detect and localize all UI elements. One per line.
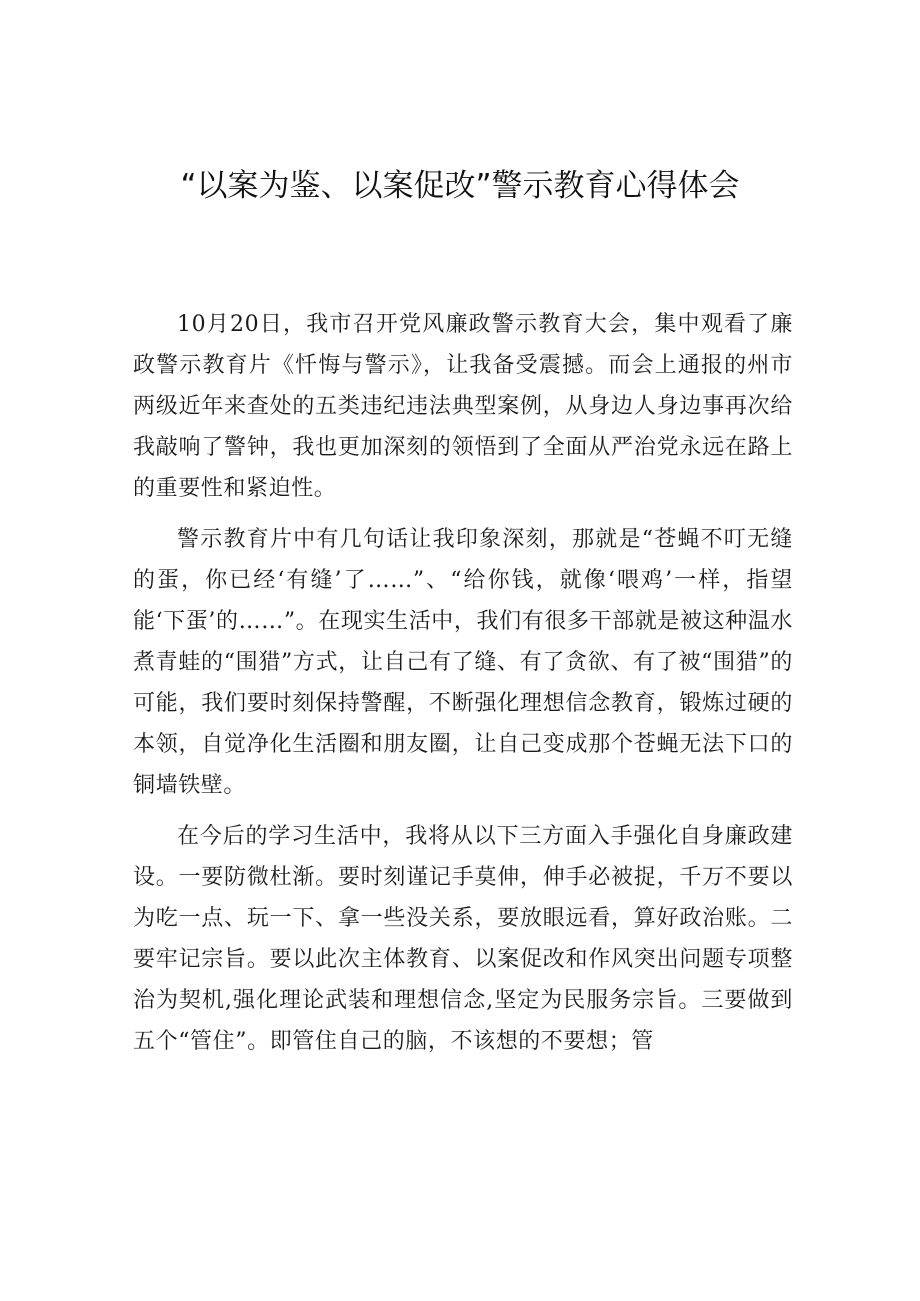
paragraph-3: 在今后的学习生活中，我将从以下三方面入手强化自身廉政建设。一要防微杜渐。要时刻谨记手莫伸，伸手必被捉，千万不要以为吃一点、玩一下、拿一些没关系，要放眼远看，算好政治账。二要牢记宗旨。要以此次主体教育、以案促改和作风突出问题专项整治为契机,强化理论武装和理想信念,坚定为民服务宗旨。三要做到五个“管住”。即管住自己的脑，不该想的不要想；管: [133, 824, 793, 1054]
paragraph-1: 10月20日，我市召开党风廉政警示教育大会，集中观看了廉政警示教育片《忏悔与警示》，让我备受震撼。而会上通报的州市两级近年来查处的五类违纪违法典型案例，从身边人身边事再次给我敲响了警钟，我也更加深刻的领悟到了全面从严治党永远在路上的重要性和紧迫性。: [133, 312, 793, 501]
paragraph-2: 警示教育片中有几句话让我印象深刻，那就是“苍蝇不叮无缝的蛋，你已经‘有缝’了……”、“给你钱，就像‘喂鸡’一样，指望能‘下蛋’的……”。在现实生活中，我们有很多干部就是被这种温水煮青蛙的“围猎”方式，让自己有了缝、有了贪欲、有了被“围猎”的可能，我们要时刻保持警醒，不断强化理想信念教育，锻炼过硬的本领，自觉净化生活圈和朋友圈，让自己变成那个苍蝇无法下口的铜墙铁壁。: [133, 527, 793, 798]
document-body: [133, 304, 793, 1072]
document-title: “以案为鉴、以案促改”警示教育心得体会: [180, 168, 740, 204]
